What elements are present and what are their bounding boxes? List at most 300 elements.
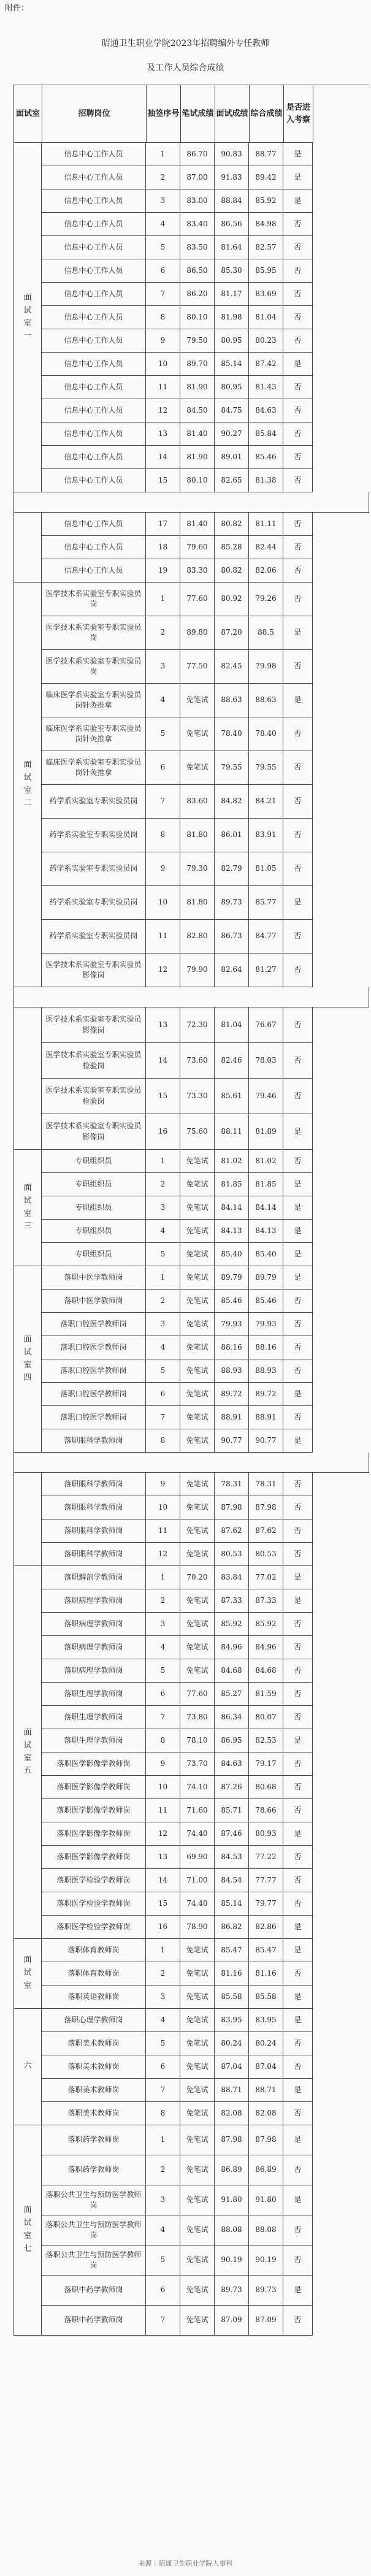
total-score-cell: 76.67 — [249, 1007, 283, 1043]
position-cell: 落职公共卫生与预防医学教师岗 — [42, 2185, 146, 2215]
header-written: 笔试成绩 — [181, 85, 215, 143]
shortlisted-cell: 否 — [283, 1752, 313, 1776]
draw-no-cell: 6 — [146, 2055, 180, 2079]
written-score-cell: 86.70 — [180, 143, 215, 166]
interview-score-cell: 88.16 — [215, 1336, 249, 1359]
position-cell: 信息中心工作人员 — [42, 143, 146, 166]
shortlisted-cell: 否 — [283, 469, 313, 492]
table-row — [42, 446, 369, 469]
draw-no-cell: 16 — [146, 1916, 180, 1939]
table-row — [42, 1846, 369, 1869]
written-score-cell: 免笔试 — [180, 1150, 215, 1173]
draw-no-cell: 1 — [146, 1150, 180, 1173]
interview-score-cell: 87.98 — [215, 2125, 249, 2155]
room-label-text: 面试室七 — [23, 2206, 32, 2253]
table-row — [42, 1220, 369, 1243]
shortlisted-cell: 否 — [283, 1659, 313, 1683]
table-row — [42, 1892, 369, 1916]
draw-no-cell: 10 — [146, 353, 180, 376]
draw-no-cell: 1 — [146, 1566, 180, 1589]
draw-no-cell: 3 — [146, 1613, 180, 1636]
draw-no-cell: 4 — [146, 1636, 180, 1659]
room-group — [13, 1150, 369, 1266]
draw-no-cell: 5 — [146, 1359, 180, 1383]
draw-no-cell: 3 — [146, 189, 180, 213]
written-score-cell: 73.60 — [180, 1043, 215, 1079]
interview-score-cell: 88.11 — [215, 1114, 249, 1150]
position-cell: 信息中心工作人员 — [42, 283, 146, 306]
written-score-cell: 79.30 — [180, 852, 215, 886]
draw-no-cell: 15 — [146, 1892, 180, 1916]
draw-no-cell: 12 — [146, 954, 180, 987]
written-score-cell: 免笔试 — [180, 1659, 215, 1683]
position-cell: 医学技术系实验室专职实验员影像岗 — [42, 1007, 146, 1043]
total-score-cell: 81.02 — [249, 1150, 283, 1173]
interview-score-cell: 80.82 — [215, 559, 249, 583]
shortlisted-cell: 否 — [283, 1150, 313, 1173]
total-score-cell: 85.92 — [249, 189, 283, 213]
total-score-cell: 87.98 — [249, 2125, 283, 2155]
position-cell: 落职病理学教师岗 — [42, 1636, 146, 1659]
total-score-cell: 89.72 — [249, 1383, 283, 1406]
written-score-cell: 免笔试 — [180, 1196, 215, 1220]
table-row — [42, 886, 369, 920]
position-cell: 落职眼科学教师岗 — [42, 1519, 146, 1543]
written-score-cell: 免笔试 — [180, 2055, 215, 2079]
room-label — [13, 1150, 42, 1266]
interview-score-cell: 89.79 — [215, 1266, 249, 1290]
position-cell: 医学技术系实验室专职实验员影像岗 — [42, 1114, 146, 1150]
position-cell: 医学技术系实验室专职实验员岗 — [42, 650, 146, 684]
position-cell: 落职美术教师岗 — [42, 2055, 146, 2079]
total-score-cell: 83.95 — [249, 2009, 283, 2032]
shortlisted-cell: 否 — [283, 2306, 313, 2336]
written-score-cell: 69.90 — [180, 1846, 215, 1869]
table-row — [42, 1939, 369, 1962]
page-title: 昭通卫生职业学院2023年招聘编外专任教师 — [101, 39, 270, 48]
draw-no-cell: 5 — [146, 2032, 180, 2055]
draw-no-cell: 1 — [146, 1266, 180, 1290]
written-score-cell: 78.90 — [180, 1916, 215, 1939]
room-group — [13, 143, 369, 492]
room-group — [13, 1473, 369, 1566]
total-score-cell: 90.19 — [249, 2245, 283, 2276]
page-break-gap — [13, 1453, 369, 1473]
interview-score-cell: 86.34 — [215, 1706, 249, 1729]
shortlisted-cell: 否 — [283, 1892, 313, 1916]
position-cell: 专职组织员 — [42, 1173, 146, 1196]
header-position: 招聘岗位 — [42, 85, 147, 143]
written-score-cell: 73.70 — [180, 1752, 215, 1776]
draw-no-cell: 1 — [146, 2125, 180, 2155]
position-cell: 信息中心工作人员 — [42, 422, 146, 446]
position-cell: 信息中心工作人员 — [42, 469, 146, 492]
shortlisted-cell: 是 — [283, 353, 313, 376]
table-row — [42, 2102, 369, 2125]
shortlisted-cell: 是 — [283, 1196, 313, 1220]
table-row — [42, 1007, 369, 1043]
shortlisted-cell: 是 — [283, 1822, 313, 1846]
written-score-cell: 77.60 — [180, 583, 215, 616]
total-score-cell: 85.95 — [249, 259, 283, 283]
shortlisted-cell: 否 — [283, 583, 313, 616]
total-score-cell: 85.40 — [249, 1243, 283, 1266]
interview-score-cell: 86.73 — [215, 920, 249, 954]
table-row — [42, 1706, 369, 1729]
total-score-cell: 77.22 — [249, 1846, 283, 1869]
position-cell: 落职口腔医学教师岗 — [42, 1313, 146, 1336]
draw-no-cell: 10 — [146, 886, 180, 920]
shortlisted-cell: 是 — [283, 2276, 313, 2306]
position-cell: 落职口腔医学教师岗 — [42, 1359, 146, 1383]
total-score-cell: 80.07 — [249, 1706, 283, 1729]
total-score-cell: 87.62 — [249, 1519, 283, 1543]
table-row — [42, 616, 369, 650]
table-row — [42, 1079, 369, 1114]
position-cell: 信息中心工作人员 — [42, 376, 146, 399]
total-score-cell: 81.04 — [249, 306, 283, 329]
total-score-cell: 78.66 — [249, 1799, 283, 1822]
draw-no-cell: 7 — [146, 1706, 180, 1729]
interview-score-cell: 81.64 — [215, 236, 249, 259]
table-row — [42, 1383, 369, 1406]
table-row — [42, 1313, 369, 1336]
draw-no-cell: 11 — [146, 376, 180, 399]
shortlisted-cell: 否 — [283, 1519, 313, 1543]
interview-score-cell: 87.46 — [215, 1822, 249, 1846]
draw-no-cell: 9 — [146, 329, 180, 353]
draw-no-cell: 4 — [146, 1220, 180, 1243]
draw-no-cell: 2 — [146, 1589, 180, 1613]
position-cell: 落职病理学教师岗 — [42, 1613, 146, 1636]
total-score-cell: 90.77 — [249, 1429, 283, 1453]
interview-score-cell: 86.01 — [215, 819, 249, 852]
position-cell: 落职医学影像学教师岗 — [42, 1752, 146, 1776]
room-label — [13, 1939, 42, 2009]
draw-no-cell: 15 — [146, 1079, 180, 1114]
shortlisted-cell: 否 — [283, 1473, 313, 1496]
total-score-cell: 85.58 — [249, 1986, 283, 2009]
total-score-cell: 88.08 — [249, 2215, 283, 2245]
interview-score-cell: 88.71 — [215, 2079, 249, 2102]
interview-score-cell: 87.09 — [215, 2306, 249, 2336]
written-score-cell: 免笔试 — [180, 2245, 215, 2276]
table-row — [42, 2079, 369, 2102]
position-cell: 落职解剖学教师岗 — [42, 1566, 146, 1589]
room-label-text: 面试室 — [23, 1955, 32, 1990]
total-score-cell: 87.42 — [249, 353, 283, 376]
total-score-cell: 82.08 — [249, 2102, 283, 2125]
shortlisted-cell: 否 — [283, 1313, 313, 1336]
shortlisted-cell: 否 — [283, 785, 313, 819]
position-cell: 落职心理学教师岗 — [42, 2009, 146, 2032]
interview-score-cell: 85.71 — [215, 1799, 249, 1822]
table-row — [42, 1683, 369, 1706]
table-row — [42, 2306, 369, 2336]
interview-score-cell: 89.01 — [215, 446, 249, 469]
written-score-cell: 82.80 — [180, 920, 215, 954]
shortlisted-cell: 否 — [283, 852, 313, 886]
written-score-cell: 免笔试 — [180, 684, 215, 717]
interview-score-cell: 87.20 — [215, 616, 249, 650]
position-cell: 落职眼科学教师岗 — [42, 1473, 146, 1496]
position-cell: 信息中心工作人员 — [42, 259, 146, 283]
interview-score-cell: 82.45 — [215, 650, 249, 684]
room-label-text: 六 — [23, 2062, 32, 2071]
position-cell: 落职美术教师岗 — [42, 2032, 146, 2055]
room-label — [13, 2009, 42, 2125]
table-row — [42, 583, 369, 616]
position-cell: 落职美术教师岗 — [42, 2102, 146, 2125]
position-cell: 药学系实验室专职实验员岗 — [42, 852, 146, 886]
position-cell: 医学技术系实验室专职实验员岗 — [42, 583, 146, 616]
draw-no-cell: 4 — [146, 1336, 180, 1359]
total-score-cell: 78.40 — [249, 717, 283, 751]
written-score-cell: 免笔试 — [180, 2009, 215, 2032]
written-score-cell: 72.30 — [180, 1007, 215, 1043]
table-row — [42, 1799, 369, 1822]
room-group — [13, 513, 369, 583]
draw-no-cell: 8 — [146, 2102, 180, 2125]
written-score-cell: 免笔试 — [180, 2185, 215, 2215]
position-cell: 信息中心工作人员 — [42, 189, 146, 213]
total-score-cell: 79.98 — [249, 650, 283, 684]
draw-no-cell: 12 — [146, 1543, 180, 1566]
table-row — [42, 1519, 369, 1543]
table-row — [42, 1429, 369, 1453]
position-cell: 信息中心工作人员 — [42, 166, 146, 189]
draw-no-cell: 10 — [146, 1496, 180, 1519]
total-score-cell: 89.79 — [249, 1266, 283, 1290]
shortlisted-cell: 否 — [283, 2032, 313, 2055]
position-cell: 落职医学检验学教师岗 — [42, 1892, 146, 1916]
table-row — [42, 353, 369, 376]
interview-score-cell: 84.63 — [215, 1752, 249, 1776]
position-cell: 信息中心工作人员 — [42, 353, 146, 376]
interview-score-cell: 84.96 — [215, 1636, 249, 1659]
draw-no-cell: 14 — [146, 446, 180, 469]
table-row — [42, 1243, 369, 1266]
room-label — [13, 2125, 42, 2336]
header-room: 面试室 — [14, 85, 42, 143]
table-row — [42, 1613, 369, 1636]
header-total: 综合成绩 — [250, 85, 284, 143]
table-row — [42, 329, 369, 353]
table-row — [42, 1196, 369, 1220]
table-row — [42, 920, 369, 954]
draw-no-cell: 7 — [146, 785, 180, 819]
shortlisted-cell: 否 — [283, 1359, 313, 1383]
written-score-cell: 免笔试 — [180, 1496, 215, 1519]
written-score-cell: 71.60 — [180, 1799, 215, 1822]
draw-no-cell: 1 — [146, 1939, 180, 1962]
room-label — [13, 143, 42, 492]
interview-score-cell: 85.28 — [215, 536, 249, 559]
position-cell: 信息中心工作人员 — [42, 236, 146, 259]
table-row — [42, 1114, 369, 1150]
shortlisted-cell: 是 — [283, 1986, 313, 2009]
total-score-cell: 89.42 — [249, 166, 283, 189]
total-score-cell: 82.06 — [249, 559, 283, 583]
shortlisted-cell: 否 — [283, 446, 313, 469]
written-score-cell: 86.20 — [180, 283, 215, 306]
interview-score-cell: 85.46 — [215, 1290, 249, 1313]
written-score-cell: 83.30 — [180, 559, 215, 583]
written-score-cell: 免笔试 — [180, 1939, 215, 1962]
written-score-cell: 免笔试 — [180, 2306, 215, 2336]
written-score-cell: 免笔试 — [180, 1636, 215, 1659]
draw-no-cell: 3 — [146, 1313, 180, 1336]
total-score-cell: 88.5 — [249, 616, 283, 650]
draw-no-cell: 8 — [146, 306, 180, 329]
position-cell: 落职病理学教师岗 — [42, 1659, 146, 1683]
interview-score-cell: 87.62 — [215, 1519, 249, 1543]
shortlisted-cell: 否 — [283, 1007, 313, 1043]
position-cell: 落职中药学教师岗 — [42, 2306, 146, 2336]
table-row — [42, 684, 369, 717]
written-score-cell: 免笔试 — [180, 1336, 215, 1359]
total-score-cell: 85.47 — [249, 1939, 283, 1962]
table-row — [42, 1543, 369, 1566]
written-score-cell: 免笔试 — [180, 1359, 215, 1383]
interview-score-cell: 84.68 — [215, 1659, 249, 1683]
interview-score-cell: 90.83 — [215, 143, 249, 166]
table-row — [42, 1406, 369, 1429]
written-score-cell: 免笔试 — [180, 1986, 215, 2009]
position-cell: 信息中心工作人员 — [42, 446, 146, 469]
position-cell: 专职组织员 — [42, 1243, 146, 1266]
shortlisted-cell: 是 — [283, 2125, 313, 2155]
interview-score-cell: 90.27 — [215, 422, 249, 446]
position-cell: 落职口腔医学教师岗 — [42, 1383, 146, 1406]
interview-score-cell: 86.82 — [215, 1916, 249, 1939]
shortlisted-cell: 是 — [283, 1220, 313, 1243]
room-label-text: 面试室四 — [23, 1334, 32, 1383]
written-score-cell: 86.50 — [180, 259, 215, 283]
interview-score-cell: 82.65 — [215, 469, 249, 492]
table-row — [42, 1496, 369, 1519]
position-cell: 落职美术教师岗 — [42, 2079, 146, 2102]
position-cell: 落职公共卫生与预防医学教师岗 — [42, 2215, 146, 2245]
written-score-cell: 免笔试 — [180, 717, 215, 751]
written-score-cell: 免笔试 — [180, 1406, 215, 1429]
room-group — [13, 583, 369, 987]
interview-score-cell: 84.14 — [215, 1196, 249, 1220]
draw-no-cell: 6 — [146, 1683, 180, 1706]
interview-score-cell: 82.64 — [215, 954, 249, 987]
position-cell: 落职生理学教师岗 — [42, 1729, 146, 1752]
interview-score-cell: 80.95 — [215, 376, 249, 399]
written-score-cell: 89.80 — [180, 616, 215, 650]
written-score-cell: 79.90 — [180, 954, 215, 987]
written-score-cell: 79.60 — [180, 536, 215, 559]
total-score-cell: 84.68 — [249, 1659, 283, 1683]
room-label-text: 面试室三 — [23, 1183, 32, 1231]
total-score-cell: 81.11 — [249, 513, 283, 536]
attachment-label: 附件： — [5, 4, 29, 13]
total-score-cell: 83.69 — [249, 283, 283, 306]
interview-score-cell: 78.40 — [215, 717, 249, 751]
written-score-cell: 免笔试 — [180, 1543, 215, 1566]
table-row — [42, 1473, 369, 1496]
shortlisted-cell: 否 — [283, 513, 313, 536]
table-row — [42, 236, 369, 259]
interview-score-cell: 84.53 — [215, 1846, 249, 1869]
position-cell: 医学技术系实验室专职实验员检验岗 — [42, 1079, 146, 1114]
table-row — [42, 1266, 369, 1290]
interview-score-cell: 84.75 — [215, 399, 249, 422]
position-cell: 药学系实验室专职实验员岗 — [42, 819, 146, 852]
interview-score-cell: 85.61 — [215, 1079, 249, 1114]
total-score-cell: 80.23 — [249, 329, 283, 353]
interview-score-cell: 82.46 — [215, 1043, 249, 1079]
interview-score-cell: 85.40 — [215, 1243, 249, 1266]
table-row — [42, 1636, 369, 1659]
total-score-cell: 84.63 — [249, 399, 283, 422]
shortlisted-cell: 是 — [283, 1566, 313, 1589]
table-row — [42, 1729, 369, 1752]
total-score-cell: 85.46 — [249, 1290, 283, 1313]
room-label — [13, 1566, 42, 1939]
position-cell: 落职中药学教师岗 — [42, 2276, 146, 2306]
table-row — [42, 306, 369, 329]
written-score-cell: 免笔试 — [180, 2125, 215, 2155]
draw-no-cell: 5 — [146, 717, 180, 751]
written-score-cell: 77.50 — [180, 650, 215, 684]
draw-no-cell: 1 — [146, 143, 180, 166]
total-score-cell: 79.46 — [249, 1079, 283, 1114]
written-score-cell: 83.60 — [180, 785, 215, 819]
shortlisted-cell: 否 — [283, 1079, 313, 1114]
total-score-cell: 85.46 — [249, 446, 283, 469]
shortlisted-cell: 是 — [283, 1429, 313, 1453]
written-score-cell: 免笔试 — [180, 2079, 215, 2102]
interview-score-cell: 85.27 — [215, 1683, 249, 1706]
draw-no-cell: 2 — [146, 1962, 180, 1986]
position-cell: 专职组织员 — [42, 1220, 146, 1243]
shortlisted-cell: 是 — [283, 2009, 313, 2032]
draw-no-cell: 3 — [146, 650, 180, 684]
interview-score-cell: 86.95 — [215, 1729, 249, 1752]
interview-score-cell: 84.13 — [215, 1220, 249, 1243]
position-cell: 落职体育教师岗 — [42, 1939, 146, 1962]
written-score-cell: 免笔试 — [180, 1220, 215, 1243]
shortlisted-cell: 否 — [283, 1799, 313, 1822]
draw-no-cell: 14 — [146, 1043, 180, 1079]
written-score-cell: 71.00 — [180, 1869, 215, 1892]
table-row — [42, 751, 369, 785]
interview-score-cell: 85.14 — [215, 1892, 249, 1916]
table-row — [42, 2155, 369, 2185]
draw-no-cell: 1 — [146, 583, 180, 616]
table-row — [42, 2032, 369, 2055]
draw-no-cell: 7 — [146, 2306, 180, 2336]
shortlisted-cell: 否 — [283, 1776, 313, 1799]
total-score-cell: 88.63 — [249, 684, 283, 717]
draw-no-cell: 4 — [146, 684, 180, 717]
shortlisted-cell: 否 — [283, 283, 313, 306]
written-score-cell: 免笔试 — [180, 1313, 215, 1336]
draw-no-cell: 5 — [146, 1243, 180, 1266]
shortlisted-cell: 否 — [283, 650, 313, 684]
interview-score-cell: 81.04 — [215, 1007, 249, 1043]
draw-no-cell: 8 — [146, 1429, 180, 1453]
draw-no-cell: 3 — [146, 1196, 180, 1220]
draw-no-cell: 5 — [146, 1659, 180, 1683]
interview-score-cell: 81.02 — [215, 1150, 249, 1173]
written-score-cell: 78.10 — [180, 1729, 215, 1752]
total-score-cell: 88.77 — [249, 143, 283, 166]
